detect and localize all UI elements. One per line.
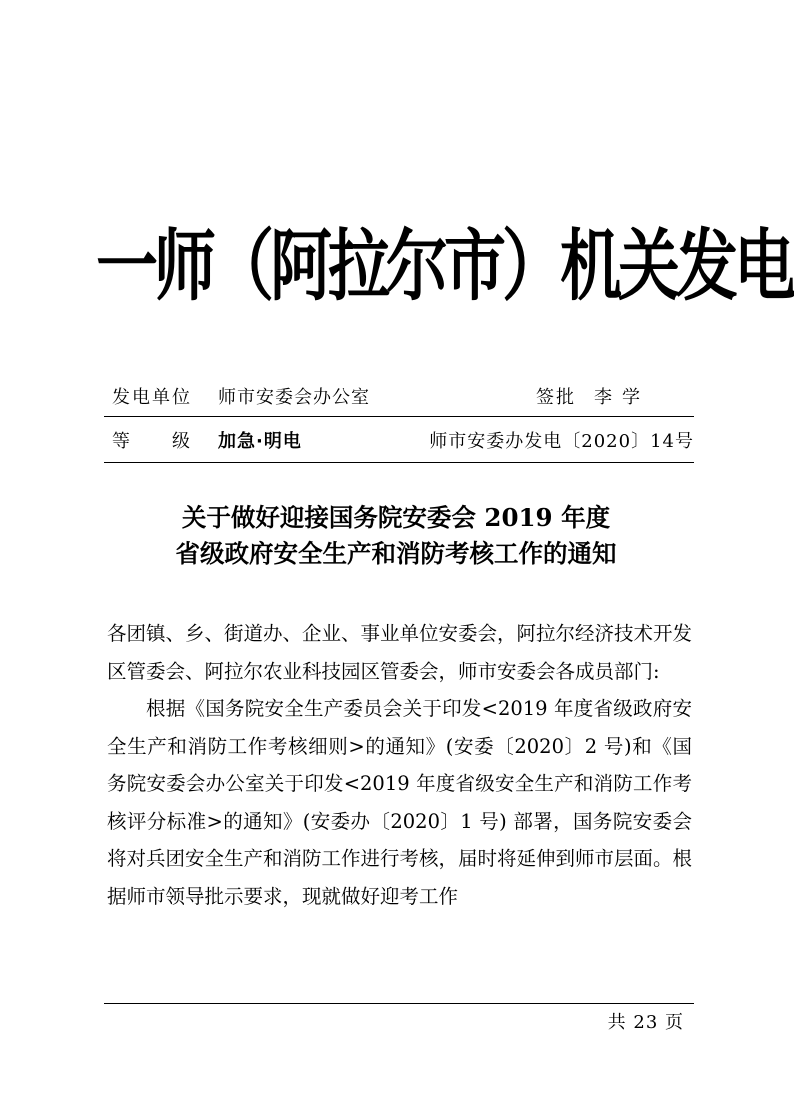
document-title (96, 500, 696, 572)
document-masthead: 一师（阿拉尔市）机关发电 (96, 219, 793, 311)
document-number: 师市安委办发电〔2020〕14号 (429, 431, 694, 452)
approver-name: 李学 (594, 387, 650, 408)
salutation-paragraph: 各团镇、乡、街道办、企业、事业单位安委会，阿拉尔经济技术开发区管委会、阿拉尔农业科技园区管委会，师市安委会各成员部门: (107, 622, 693, 683)
sender-value: 师市安委会办公室 (218, 387, 370, 408)
level-row (104, 426, 694, 458)
sender-label: 发电单位 (112, 387, 192, 408)
page-total: 共 23 页 (607, 1012, 684, 1033)
header-divider-bottom (104, 462, 694, 463)
title-line-1: 关于做好迎接国务院安委会 2019 年度 (181, 503, 611, 532)
header-divider (104, 416, 694, 417)
level-label: 等级 (112, 431, 232, 452)
footer-divider (104, 1003, 694, 1004)
body-paragraph: 根据《国务院安全生产委员会关于印发<2019 年度省级政府安全生产和消防工作考核细则>的通知》(安委〔2020〕2 号)和《国务院安委会办公室关于印发<2019 年度省级安全生产和消防工作考核评分标准>的通知》(安委办〔2020〕1 号) 部署，国务院安委会将对兵团安全生产和消防工作进行考核，届时将延伸到师市层面。根据师市领导批示要求，现就做好迎考工作 (107, 697, 693, 908)
title-line-2: 省级政府安全生产和消防考核工作的通知 (175, 539, 617, 568)
level-value: 加急·明电 (218, 431, 302, 452)
approver-label: 签批 (536, 387, 576, 408)
sender-row (104, 382, 694, 414)
document-body (107, 615, 692, 915)
